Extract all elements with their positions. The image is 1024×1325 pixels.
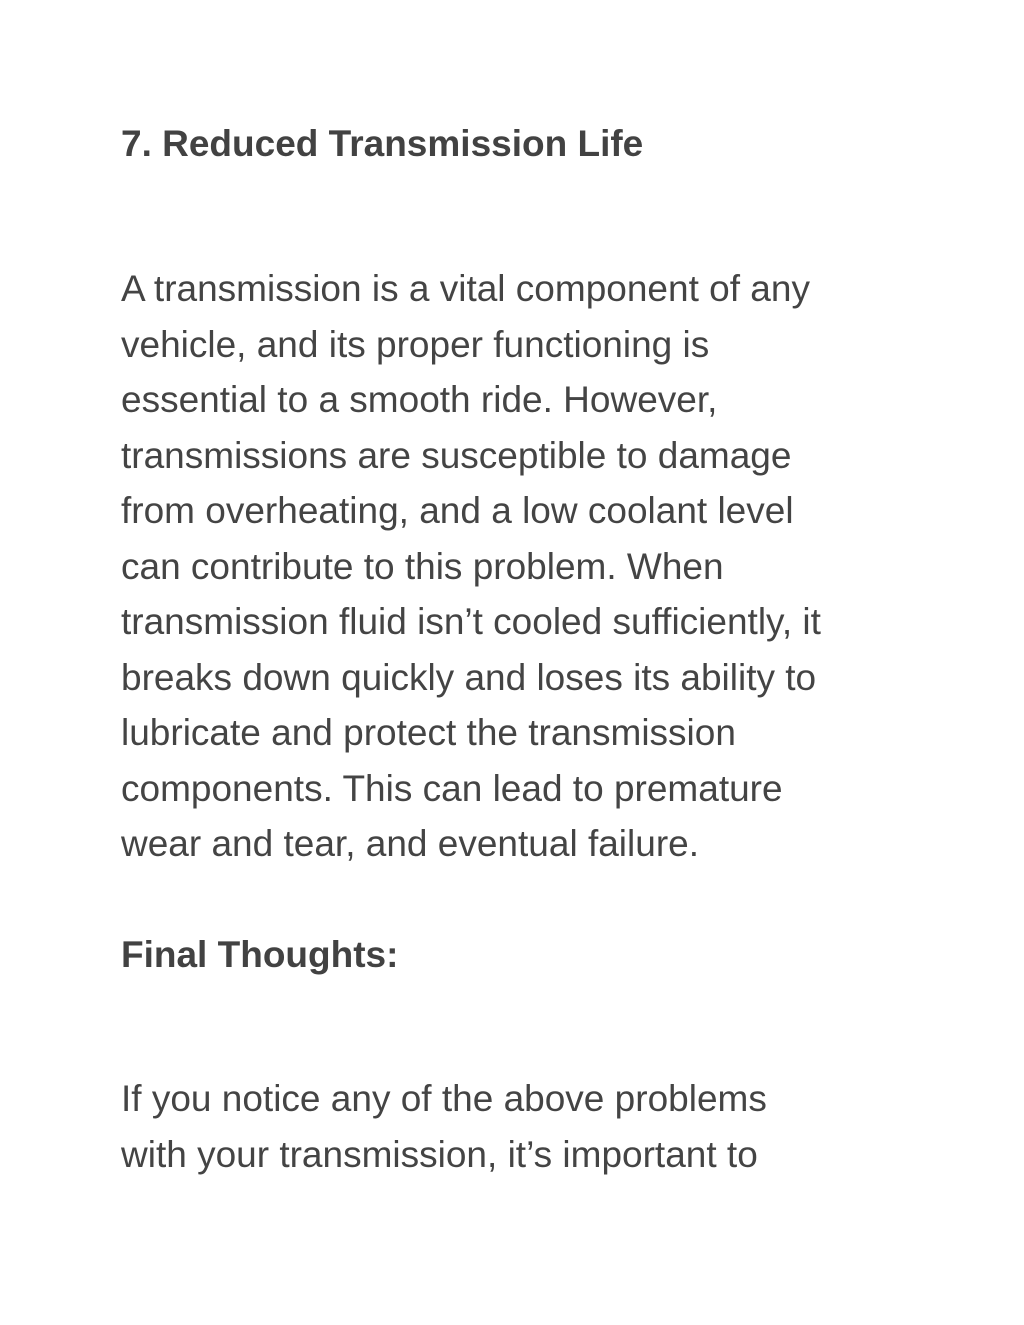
paragraph-line: essential to a smooth ride. However, [121,379,718,420]
paragraph-line: transmission fluid isn’t cooled sufficiently, it [121,601,821,642]
paragraph-line: transmissions are susceptible to damage [121,434,792,476]
section-heading: 7. Reduced Transmission Life [121,123,644,164]
paragraph-line: wear and tear, and eventual failure. [121,823,699,864]
final-thoughts-heading: Final Thoughts: [121,934,399,975]
paragraph-line: If you notice any of the above problems [121,1078,767,1119]
paragraph-line: with your transmission, it’s important to [121,1133,758,1175]
paragraph-line: can contribute to this problem. When [121,545,724,587]
paragraph-line: vehicle, and its proper functioning is [121,323,710,365]
paragraph-line: breaks down quickly and loses its ability to [121,656,817,698]
final-thoughts-paragraph [121,1071,911,1182]
paragraph-line: lubricate and protect the transmission [121,712,736,753]
paragraph-line: from overheating, and a low coolant level [121,490,794,531]
paragraph-line: A transmission is a vital component of any [121,268,810,309]
paragraph-line: components. This can lead to premature [121,767,783,809]
section-paragraph [121,261,911,872]
